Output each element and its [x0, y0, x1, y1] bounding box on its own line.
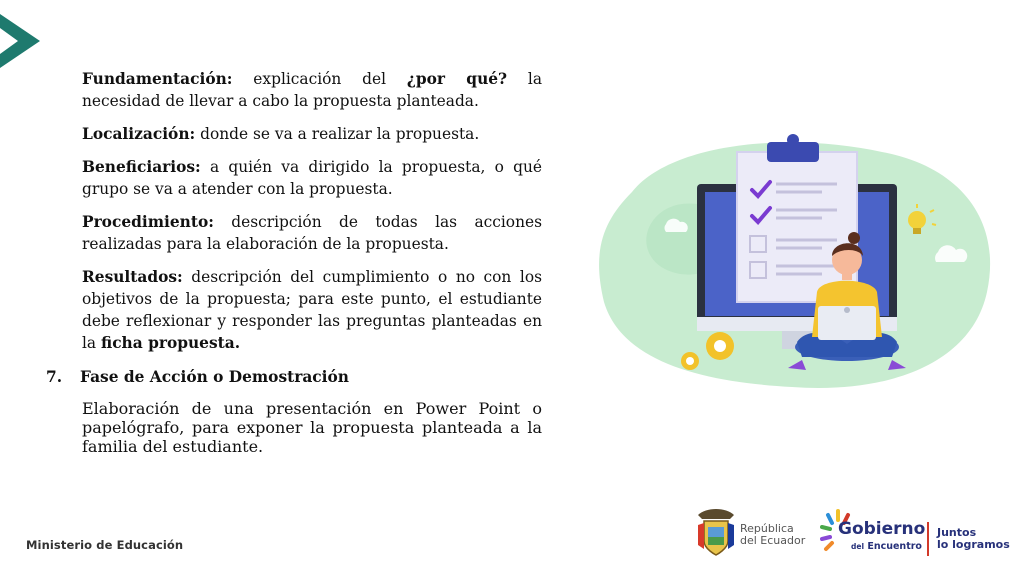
paragraph-text: donde se va a realizar la propuesta. [195, 125, 480, 143]
paragraph-text: explicación del [232, 70, 407, 88]
section-title: Fase de Acción o Demostración [80, 368, 349, 386]
republic-line2: del Ecuador [740, 534, 806, 547]
chevron-arrow-icon [0, 14, 40, 68]
logo-divider [927, 522, 929, 556]
paragraph-text: a quién va dirigido la propuesta, o qué grupo se va a atender con la propuesta. [82, 158, 542, 198]
paragraph-final: Elaboración de una presentación en Power Point o papelógrafo, para exponer la propuesta planteada a la familia del estudiante. [82, 399, 542, 456]
emphasis-text: ficha propuesta. [101, 334, 241, 352]
slogan-line2: lo logramos [937, 538, 1010, 551]
gobierno-title: Gobierno [838, 519, 926, 539]
paragraph-text: la necesidad de llevar a cabo la propuesta planteada. [82, 70, 543, 110]
paragraph-fundamentacion [82, 68, 542, 112]
body-text [82, 68, 542, 365]
gobierno-encuentro: Encuentro [867, 541, 922, 552]
republic-label [740, 523, 805, 547]
republic-line1: República [740, 522, 794, 535]
paragraph-resultados [82, 266, 542, 354]
emphasis-text: ¿por qué? [406, 70, 508, 88]
section-heading [46, 368, 349, 386]
section-number: 7. [46, 368, 63, 386]
term-label: Resultados: [82, 268, 183, 286]
ecuador-coat-of-arms-icon [694, 505, 738, 559]
paragraph-beneficiarios [82, 156, 542, 200]
term-label: Procedimiento: [82, 213, 214, 231]
term-label: Fundamentación: [82, 70, 233, 88]
term-label: Localización: [82, 125, 196, 143]
paragraph-localizacion [82, 123, 542, 145]
student-laptop-illustration [592, 132, 998, 402]
paragraph-text: descripción del cumplimiento o no con los objetivos de la propuesta; para este punto, el estudiante debe reflexionar y responder las preguntas planteadas en la [82, 268, 542, 352]
slogan-line1: Juntos [937, 526, 977, 539]
gobierno-subtitle [851, 541, 922, 552]
gobierno-del: del [851, 542, 865, 551]
slogan-label [937, 527, 1010, 551]
paragraph-text: descripción de todas las acciones realizadas para la elaboración de la propuesta. [82, 213, 542, 253]
term-label: Beneficiarios: [82, 158, 201, 176]
ministry-label: Ministerio de Educación [26, 538, 184, 552]
paragraph-procedimiento [82, 211, 542, 255]
